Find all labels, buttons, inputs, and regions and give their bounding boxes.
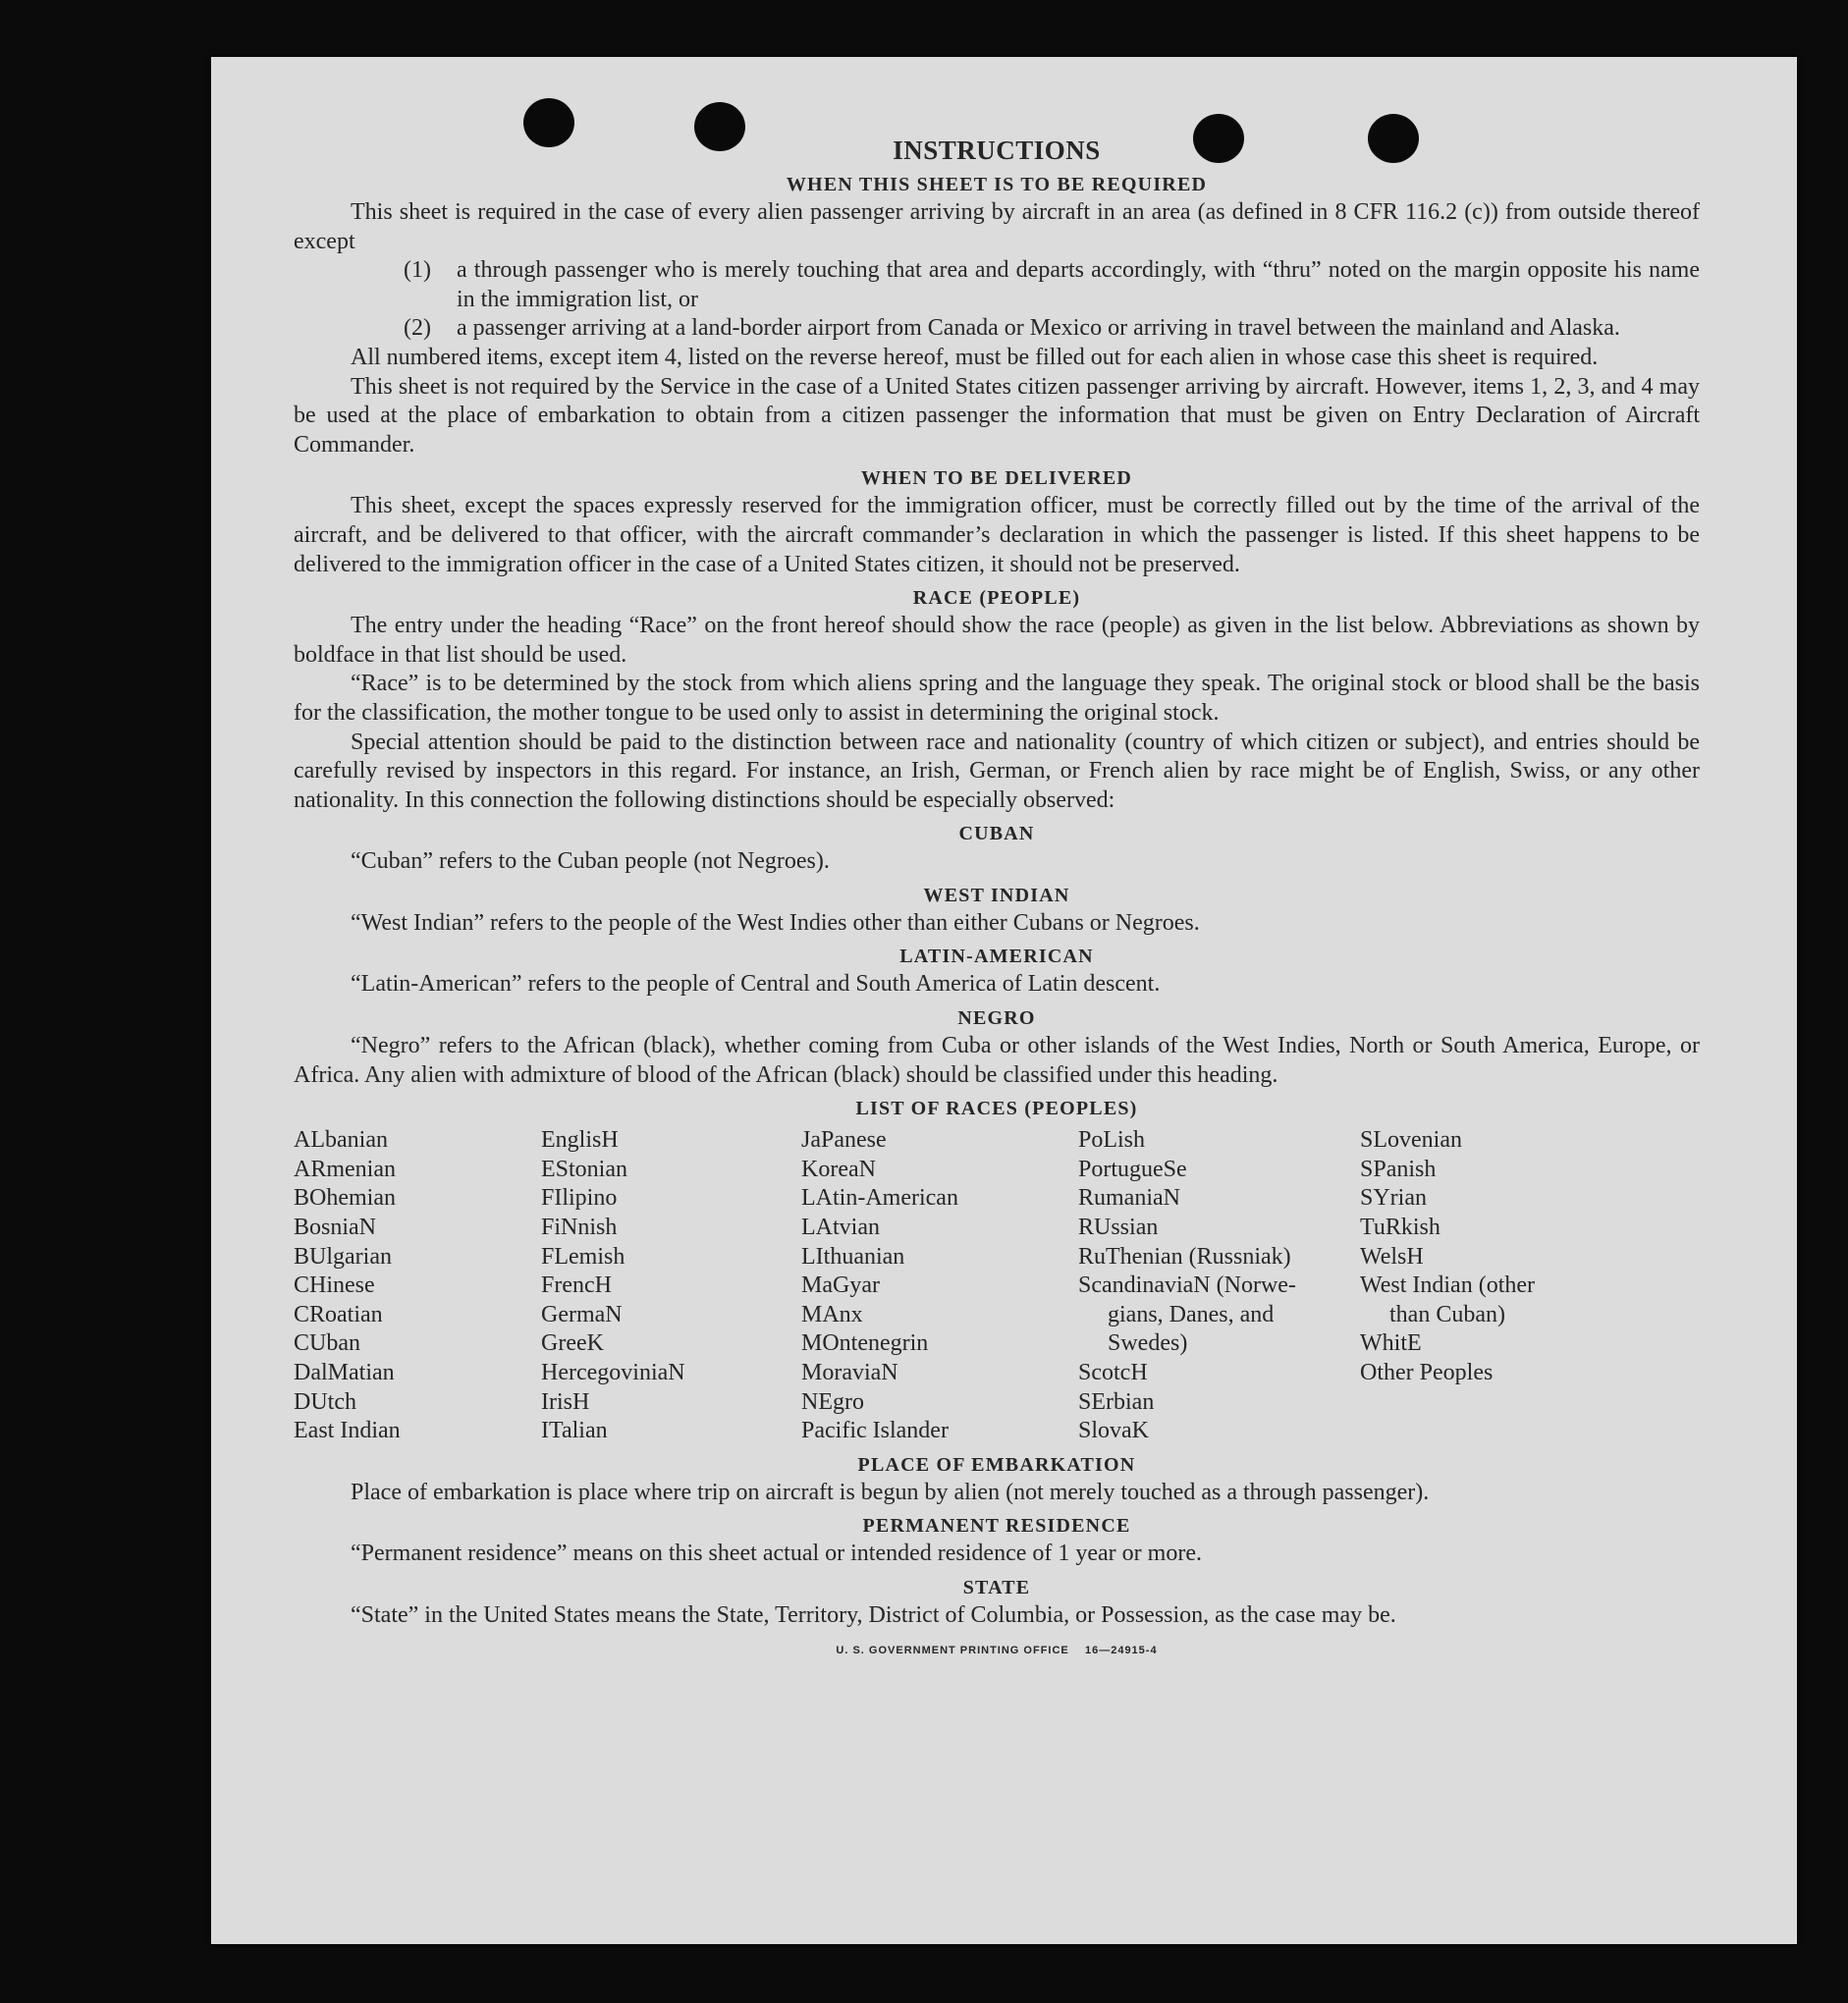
heading-permanent-residence: PERMANENT RESIDENCE (862, 1515, 1131, 1538)
race-entry: LIthuanian (801, 1243, 905, 1270)
race-entry: DalMatian (294, 1360, 395, 1385)
race-entry: JaPanese (801, 1127, 887, 1154)
race-entry: FIlipino (541, 1185, 618, 1212)
race-entry-continuation: gians, Danes, and (1108, 1301, 1275, 1327)
place-of-embarkation-text: Place of embarkation is place where trip on aircraft is begun by alien (not merely touched as a through passenger). (351, 1479, 1430, 1505)
exception-text: a passenger arriving at a land-border airport from Canada or Mexico or arriving in travel between the mainland and Alaska. (457, 315, 1620, 342)
race-entry: RuThenian (Russniak) (1078, 1243, 1291, 1270)
negro-text: “Negro” refers to the African (black), whether coming from Cuba or other islands of the West Indies, North or South America, Europe, or Africa. Any alien with admixture of blood of the African (black) should be classified under this heading. (294, 1033, 1700, 1088)
when-delivered-text: This sheet, except the spaces expressly reserved for the immigration officer, must be correctly filled out by the time of the arrival of the aircraft, and be delivered to that officer, with the aircraft commander’s declaration in which the passenger is listed. If this sheet happens to be delivered to the immigration officer in the case of a United States citizen, it should not be preserved. (294, 493, 1700, 577)
race-entry: SYrian (1360, 1185, 1427, 1212)
races-column-1 (294, 1126, 541, 1446)
when-required-para3: This sheet is not required by the Service in the case of a United States citizen passenger arriving by aircraft. However, items 1, 2, 3, and 4 may be used at the place of embarkation to obtain from a citizen passenger the information that must be given on Entry Declaration of Aircraft Commander. (294, 373, 1700, 458)
races-column-4 (1078, 1126, 1360, 1446)
latin-american-text: “Latin-American” refers to the people of Central and South America of Latin descent. (351, 971, 1161, 998)
cuban-text: “Cuban” refers to the Cuban people (not Negroes). (351, 848, 830, 875)
race-entry: MaGyar (801, 1272, 880, 1299)
race-entry: West Indian (other (1360, 1272, 1536, 1299)
races-list (294, 1126, 1700, 1446)
race-entry: MoraviaN (801, 1360, 898, 1385)
race-entry: CRoatian (294, 1301, 383, 1327)
race-entry: EnglisH (541, 1127, 619, 1154)
race-entry: ITalian (541, 1418, 608, 1444)
race-entry: ScotcH (1078, 1360, 1148, 1385)
exception-number: (2) (404, 315, 431, 342)
west-indian-text: “West Indian” refers to the people of the West Indies other than either Cubans or Negroes. (351, 909, 1200, 936)
exception-item-2 (294, 314, 1700, 344)
race-entry: FrencH (541, 1272, 612, 1299)
race-entry: MAnx (801, 1301, 863, 1327)
exception-number: (1) (404, 257, 431, 284)
races-column-5 (1360, 1126, 1645, 1446)
race-entry: CUban (294, 1330, 360, 1357)
race-entry: CHinese (294, 1272, 375, 1299)
race-entry: BUlgarian (294, 1243, 392, 1270)
race-entry: IrisH (541, 1388, 590, 1415)
heading-cuban: CUBAN (958, 823, 1035, 845)
heading-negro: NEGRO (957, 1007, 1036, 1030)
heading-place-of-embarkation: PLACE OF EMBARKATION (857, 1453, 1136, 1476)
races-column-2 (541, 1126, 801, 1446)
race-entry: WhitE (1360, 1330, 1422, 1357)
printing-office-footer: U. S. GOVERNMENT PRINTING OFFICE 16—24915-4 (836, 1644, 1158, 1656)
when-required-intro: This sheet is required in the case of every alien passenger arriving by aircraft in an area (as defined in 8 CFR 116.2 (c)) from outside thereof except (294, 199, 1700, 254)
state-text: “State” in the United States means the State, Territory, District of Columbia, or Possession, as the case may be. (351, 1601, 1396, 1628)
document-sheet (211, 57, 1797, 1944)
race-entry: GreeK (541, 1330, 604, 1357)
instructions-content (294, 135, 1700, 1656)
heading-west-indian: WEST INDIAN (923, 884, 1070, 906)
race-entry: DUtch (294, 1388, 356, 1415)
race-entry: RumaniaN (1078, 1185, 1180, 1212)
race-entry: KoreaN (801, 1156, 876, 1182)
race-entry-continuation: than Cuban) (1389, 1301, 1505, 1327)
exception-text: a through passenger who is merely touching that area and departs accordingly, with “thru” noted on the margin opposite his name in the immigration list, or (457, 257, 1700, 312)
race-entry: RUssian (1078, 1215, 1159, 1241)
race-entry: WelsH (1360, 1243, 1424, 1270)
exception-item-1 (294, 256, 1700, 314)
race-entry: SPanish (1360, 1156, 1437, 1182)
heading-race: RACE (PEOPLE) (912, 587, 1081, 610)
race-para2: “Race” is to be determined by the stock from which aliens spring and the language they speak. The original stock or blood shall be the basis for the classification, the mother tongue to be used only to assist in determining the original stock. (294, 671, 1700, 726)
heading-latin-american: LATIN-AMERICAN (899, 946, 1094, 968)
race-entry: FiNnish (541, 1215, 618, 1241)
race-entry: BosniaN (294, 1215, 376, 1241)
race-entry: SLovenian (1360, 1127, 1462, 1154)
race-entry: Other Peoples (1360, 1360, 1494, 1385)
race-entry: ARmenian (294, 1156, 396, 1182)
heading-when-delivered: WHEN TO BE DELIVERED (860, 467, 1133, 490)
race-entry: ALbanian (294, 1127, 388, 1154)
race-entry: HercegoviniaN (541, 1360, 685, 1385)
page-title: INSTRUCTIONS (893, 135, 1101, 165)
race-entry: EStonian (541, 1156, 627, 1182)
race-entry: NEgro (801, 1388, 864, 1415)
heading-list-of-races: LIST OF RACES (PEOPLES) (855, 1098, 1138, 1120)
race-entry-continuation: Swedes) (1108, 1330, 1188, 1357)
race-para3: Special attention should be paid to the distinction between race and nationality (country of which citizen or subject), and entries should be carefully revised by inspectors in this regard. For instance, an Irish, German, or French alien by race might be of English, Swiss, or any other nationality. In this connection the following distinctions should be especially observed: (294, 729, 1700, 813)
race-entry: GermaN (541, 1301, 623, 1327)
race-entry: East Indian (294, 1418, 401, 1444)
race-entry: SErbian (1078, 1388, 1155, 1415)
permanent-residence-text: “Permanent residence” means on this sheet actual or intended residence of 1 year or more. (351, 1541, 1202, 1567)
race-entry: ScandinaviaN (Norwe- (1078, 1272, 1296, 1299)
race-entry: LAtvian (801, 1215, 880, 1241)
races-column-3 (801, 1126, 1078, 1446)
race-entry: TuRkish (1360, 1215, 1440, 1241)
race-entry: PortugueSe (1078, 1156, 1187, 1182)
race-entry: Pacific Islander (801, 1418, 949, 1444)
when-required-para2: All numbered items, except item 4, listed on the reverse hereof, must be filled out for each alien in whose case this sheet is required. (351, 344, 1599, 370)
heading-when-required: WHEN THIS SHEET IS TO BE REQUIRED (786, 174, 1208, 195)
race-para1: The entry under the heading “Race” on the front hereof should show the race (people) as given in the list below. Abbreviations as shown by boldface in that list should be used. (294, 613, 1700, 668)
race-entry: LAtin-American (801, 1185, 958, 1212)
race-entry: PoLish (1078, 1127, 1146, 1154)
race-entry: SlovaK (1078, 1418, 1149, 1444)
race-entry: BOhemian (294, 1185, 396, 1212)
race-entry: MOntenegrin (801, 1330, 929, 1357)
race-entry: FLemish (541, 1243, 625, 1270)
heading-state: STATE (962, 1576, 1031, 1598)
